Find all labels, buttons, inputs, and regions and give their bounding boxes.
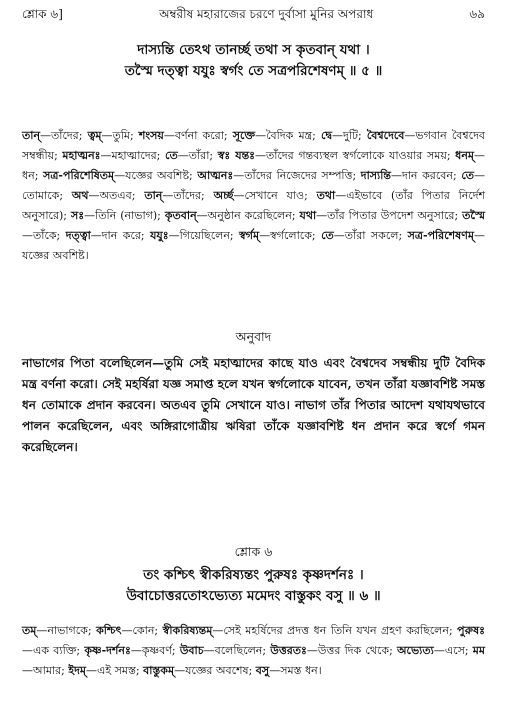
synonym-word: ইদম্ bbox=[68, 664, 86, 677]
synonym-meaning: —তাঁদের; bbox=[162, 189, 214, 202]
synonym-meaning: —তাঁদের; bbox=[40, 129, 88, 142]
synonym-word: সত্র-পরিশেষিতম্ bbox=[43, 169, 115, 182]
synonym-meaning: —নাভাগকে; bbox=[36, 624, 97, 637]
synonym-meaning: —দুটি; bbox=[332, 129, 367, 142]
synonym-meaning: —সমস্ত ধন। bbox=[269, 664, 322, 677]
synonym-meaning: —তুমি; bbox=[101, 129, 139, 142]
synonym-word: কৃষ্ণ-দর্শনঃ bbox=[84, 644, 131, 657]
synonym-meaning: —তাঁর পিতার উপদেশ অনুসারে; bbox=[316, 209, 463, 222]
translation-heading: অনুবাদ bbox=[235, 329, 272, 344]
synonym-word: দত্ত্বা bbox=[65, 229, 91, 242]
synonym-meaning: —বৈদিক মন্ত্র; bbox=[255, 129, 322, 142]
synonym-word: যযুঃ bbox=[150, 229, 169, 242]
header-verse-ref: শ্লোক ৬] bbox=[22, 7, 63, 21]
synonym-meaning: —এইভাবে (তাঁর পিতার নির্দেশ অনুসারে); bbox=[22, 189, 486, 222]
synonym-word: তান্ bbox=[22, 129, 41, 142]
synonym-word: দাস্যন্তি bbox=[360, 169, 391, 182]
synonym-meaning: —যজ্ঞের অবশিষ্ট; bbox=[114, 169, 198, 182]
synonym-word: শংসয় bbox=[138, 129, 164, 142]
synonym-word: বাস্তুকম্ bbox=[143, 664, 175, 677]
synonym-word: বৈশ্বদেবে bbox=[366, 129, 405, 142]
synonym-meaning: —সেই মহর্ষিদের প্রদত্ত ধন তিনি যখন গ্রহণ করছিলেন; bbox=[212, 624, 458, 637]
synonym-meaning: —কোন; bbox=[121, 624, 163, 637]
synonym-meaning: —দান করবেন; bbox=[390, 169, 462, 182]
synonym-meaning: —বলেছিলেন; bbox=[203, 644, 271, 657]
synonym-word: উবাচ bbox=[179, 644, 204, 657]
synonym-meaning: —গিয়েছিলেন; bbox=[168, 229, 240, 242]
synonym-word: বসু bbox=[255, 664, 270, 677]
verse-5-line-1: দাস্যন্তি তেঽথ তানর্চ্ছ তথা স কৃতবান্ যথা । bbox=[137, 42, 370, 58]
synonym-word: ধনম্ bbox=[455, 149, 474, 162]
synonym-meaning: —যজ্ঞের অবশিষ্ট। bbox=[22, 229, 485, 262]
synonym-meaning: —মহাত্মাদের; bbox=[100, 149, 165, 162]
synonym-word: সত্র-পরিশেষণম্ bbox=[407, 229, 474, 242]
synonym-word: আত্মনঃ bbox=[197, 169, 234, 182]
verse-6-line-2: উবাচোত্তরতোঽভ্যেত্য মমেদং বাস্তুকং বসু ॥ ৬ ॥ bbox=[126, 588, 381, 604]
synonym-meaning: —তাঁরা সকলে; bbox=[333, 229, 408, 242]
verse-6-heading: শ্লোক ৬ bbox=[234, 544, 273, 559]
synonym-meaning: —আমার; bbox=[22, 664, 69, 677]
synonym-word: উত্তরতঃ bbox=[270, 644, 307, 657]
synonym-meaning: —এক ব্যক্তি; bbox=[22, 644, 85, 657]
synonym-word: মম bbox=[472, 644, 485, 657]
verse-6 bbox=[22, 565, 485, 607]
synonym-meaning: —স্বর্গলোকে; bbox=[259, 229, 322, 242]
synonym-word: মহাত্মনঃ bbox=[62, 149, 101, 162]
synonym-word: দ্বে bbox=[321, 129, 333, 142]
verse-5 bbox=[22, 40, 485, 82]
synonym-meaning: —ধন; bbox=[22, 149, 485, 182]
synonym-meaning: —তাঁকে; bbox=[22, 229, 66, 242]
synonym-meaning: —যজ্ঞের অবশেষ; bbox=[174, 664, 256, 677]
synonym-word: পুরুষঃ bbox=[457, 624, 486, 637]
synonym-meaning: —সেখানে যাও; bbox=[233, 189, 317, 202]
synonym-word: স্বঃ যন্তঃ bbox=[217, 149, 256, 162]
synonym-meaning: —তাঁদের নিজেদের সম্পত্তি; bbox=[233, 169, 361, 182]
synonym-meaning: —অনুষ্ঠান করেছিলেন; bbox=[196, 209, 300, 222]
synonym-word: সূক্তে bbox=[232, 129, 256, 142]
synonym-meaning: —এই সমস্ত; bbox=[86, 664, 144, 677]
synonym-word: অর্চ্ছ bbox=[213, 189, 234, 202]
synonym-meaning: —তাঁদের গন্তব্যস্থল স্বর্গলোকে যাওয়ার সময়; bbox=[255, 149, 456, 162]
synonym-meaning: —তাঁরা; bbox=[177, 149, 218, 162]
synonym-word: স্বীকরিষ্যন্তম্ bbox=[162, 624, 213, 637]
synonym-meaning: —ভগবান বৈশ্বদেব সম্বন্ধীয়; bbox=[22, 129, 485, 162]
synonym-meaning: —অতএব; bbox=[88, 189, 145, 202]
synonym-word: অভ্যেত্য bbox=[397, 644, 434, 657]
page-header bbox=[22, 6, 485, 26]
synonym-meaning: —উত্তর দিক থেকে; bbox=[306, 644, 398, 657]
synonyms-verse-6 bbox=[22, 621, 485, 681]
synonym-meaning: —তিনি (নাভাগ); bbox=[84, 209, 165, 222]
synonym-word: কৃতবান্ bbox=[164, 209, 197, 222]
synonym-word: ত্বম্ bbox=[87, 129, 102, 142]
synonym-meaning: —দান করে; bbox=[90, 229, 151, 242]
synonym-word: অথ bbox=[71, 189, 89, 202]
header-chapter-title: অম্বরীষ মহারাজের চরণে দুর্বাসা মুনির অপরাধ bbox=[159, 7, 374, 21]
verse-6-line-1: তং কশ্চিৎ স্বীকরিষ্যন্তং পুরুষঃ কৃষ্ণদর্শনঃ । bbox=[143, 567, 364, 583]
synonym-word: সঃ bbox=[71, 209, 85, 222]
synonym-word: স্বর্গম্ bbox=[239, 229, 260, 242]
synonym-meaning: —বর্ণনা করো; bbox=[163, 129, 233, 142]
verse-5-line-2: তস্মৈ দত্ত্বা যযুঃ স্বর্গং তে সত্রপরিশেষণম্ ॥ ৫ ॥ bbox=[124, 63, 383, 79]
synonym-word: তস্মৈ bbox=[462, 209, 485, 222]
synonym-word: তম্ bbox=[22, 624, 37, 637]
synonym-word: কশ্চিৎ bbox=[96, 624, 122, 637]
synonym-meaning: —এসে; bbox=[433, 644, 473, 657]
synonym-word: তান্ bbox=[144, 189, 163, 202]
synonym-word: তে bbox=[164, 149, 178, 162]
synonym-word: তে bbox=[321, 229, 334, 242]
synonyms-verse-5 bbox=[22, 126, 485, 266]
synonym-word: যথা bbox=[299, 209, 317, 222]
synonym-word: তে bbox=[461, 169, 475, 182]
translation-text: নাভাগের পিতা বলেছিলেন—তুমি সেই মহাত্মাদের কাছে যাও এবং বৈশ্বদেব সম্বন্ধীয় দুটি বৈদিক মন্ত্র বর্ণনা করো। সেই মহর্ষিরা যজ্ঞ সমাপ্ত হলে যখন স্বর্গলোকে যাবেন, তখন তাঁরা যজ্ঞাবশিষ্ট সমস্ত ধন তোমাকে প্রদান করবেন। অতএব তুমি সেখানে যাও। নাভাগ তাঁর পিতার আদেশ যথাযথভাবে পালন করেছিলেন, এবং অঙ্গিরাগোত্রীয় ঋষিরা তাঁকে যজ্ঞাবশিষ্ট ধন প্রদান করে স্বর্গে গমন করেছিলেন। bbox=[22, 356, 485, 454]
synonym-meaning: —তোমাকে; bbox=[22, 169, 486, 202]
synonym-word: তথা bbox=[316, 189, 336, 202]
page-number: ৬৯ bbox=[469, 7, 485, 21]
synonym-meaning: —কৃষ্ণবর্ণ; bbox=[130, 644, 180, 657]
